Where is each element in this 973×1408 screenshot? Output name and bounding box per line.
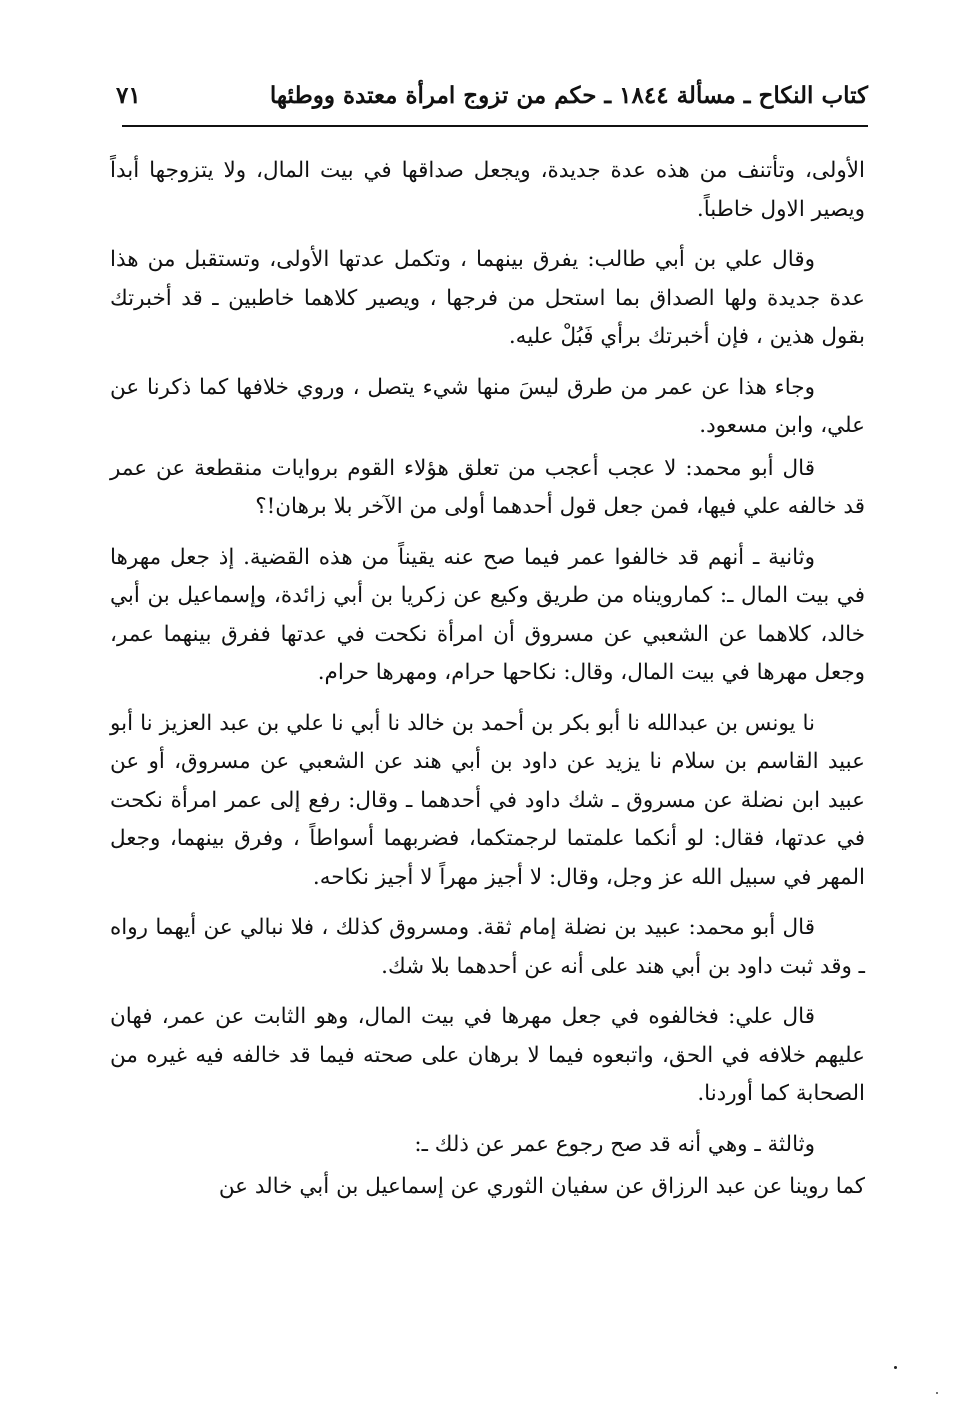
paragraph-isnad: نا يونس بن عبدالله نا أبو بكر بن أحمد بن خالد نا أبي نا علي بن عبد العزيز نا أبو عبيد القاسم بن سلام نا يزيد عن داود بن أبي هند عن الشعبي عن مسروق، أو عن عبيد ابن نضلة عن مسروق ـ شك داود في أحدهما ـ وقال: رفع إلى عمر امرأة نكحت في عدتها، فقال: لو أنكما علمتما لرجمتكما، فضربهما أسواطاً ، وفرق بينهما، وجعل المهر في سبيل الله عز وجل، وقال: لا أجيز مهراً لا أجيز نكاحه. bbox=[110, 710, 865, 890]
paragraph-abu-muhammad-1: قال أبو محمد: لا عجب أعجب من تعلق هؤلاء القوم بروايات منقطعة عن عمر قد خالفه علي فيها، فمن جعل قول أحدهما أولى من الآخر بلا برهان!؟ bbox=[110, 455, 865, 519]
header-title: كتاب النكاح ـ مسألة ١٨٤٤ ـ حكم من تزوج امرأة معتدة ووطئها bbox=[269, 82, 868, 109]
running-header bbox=[110, 78, 868, 122]
paragraph-final-line: كما روينا عن عبد الرزاق عن سفيان الثوري عن إسماعيل بن أبي خالد عن bbox=[218, 1174, 865, 1199]
paragraph-ali-ibn-abi-talib: وقال علي بن أبي طالب: يفرق بينهما ، وتكمل عدتها الأولى، وتستقبل من هذا عدة جديدة ولها الصداق بما استحل من فرجها ، ويصير كلاهما خاطبين ـ قد أخبرتك بقول هذين ، فإن أخبرتك برأي فَبُلْ عليه. bbox=[110, 247, 865, 349]
paragraph-abu-muhammad-2: قال أبو محمد: عبيد بن نضلة إمام ثقة. ومسروق كذلك ، فلا نبالي عن أيهما رواه ـ وقد ثبت داود بن أبي هند على أنه عن أحدهما بلا شك. bbox=[110, 915, 865, 979]
scan-speck bbox=[894, 1366, 897, 1369]
page-number: ٧١ bbox=[116, 82, 141, 109]
paragraph-continuation: الأولى، وتأتنف من هذه عدة جديدة، ويجعل صداقها في بيت المال، ولا يتزوجها أبداً ويصير الاول خاطباً. bbox=[110, 158, 865, 222]
header-divider bbox=[122, 125, 868, 127]
paragraph-ali-comment: قال علي: فخالفوه في جعل مهرها في بيت المال، وهو الثابت عن عمر، فهان عليهم خلافه في الحق، واتبعوه فيما لا برهان على صحته فيما قد خالفه فيه غيره من الصحابة كما أوردنا. bbox=[110, 1004, 865, 1106]
paragraph-third-point: وثالثة ـ وهي أنه قد صح رجوع عمر عن ذلك ـ: bbox=[414, 1131, 815, 1157]
paragraph-umar-reports: وجاء هذا عن عمر من طرق ليسَ منها شيء يتصل ، وروي خلافها كما ذكرنا عن علي، وابن مسعود. bbox=[110, 374, 865, 438]
scan-speck bbox=[936, 1392, 938, 1394]
paragraph-second-point: وثانية ـ أنهم قد خالفوا عمر فيما صح عنه يقيناً من هذه القضية. إذ جعل مهرها في بيت المال ـ: كمارويناه من طريق وكيع عن زكريا بن أبي زائدة، وإسماعيل بن أبي خالد، كلاهما عن الشعبي عن مسروق أن امرأة نكحت في عدتها ففرق بينهما عمر، وجعل مهرها في بيت المال، وقال: نكاحها حرام، ومهرها حرام. bbox=[110, 544, 865, 685]
body-text bbox=[110, 152, 865, 1219]
